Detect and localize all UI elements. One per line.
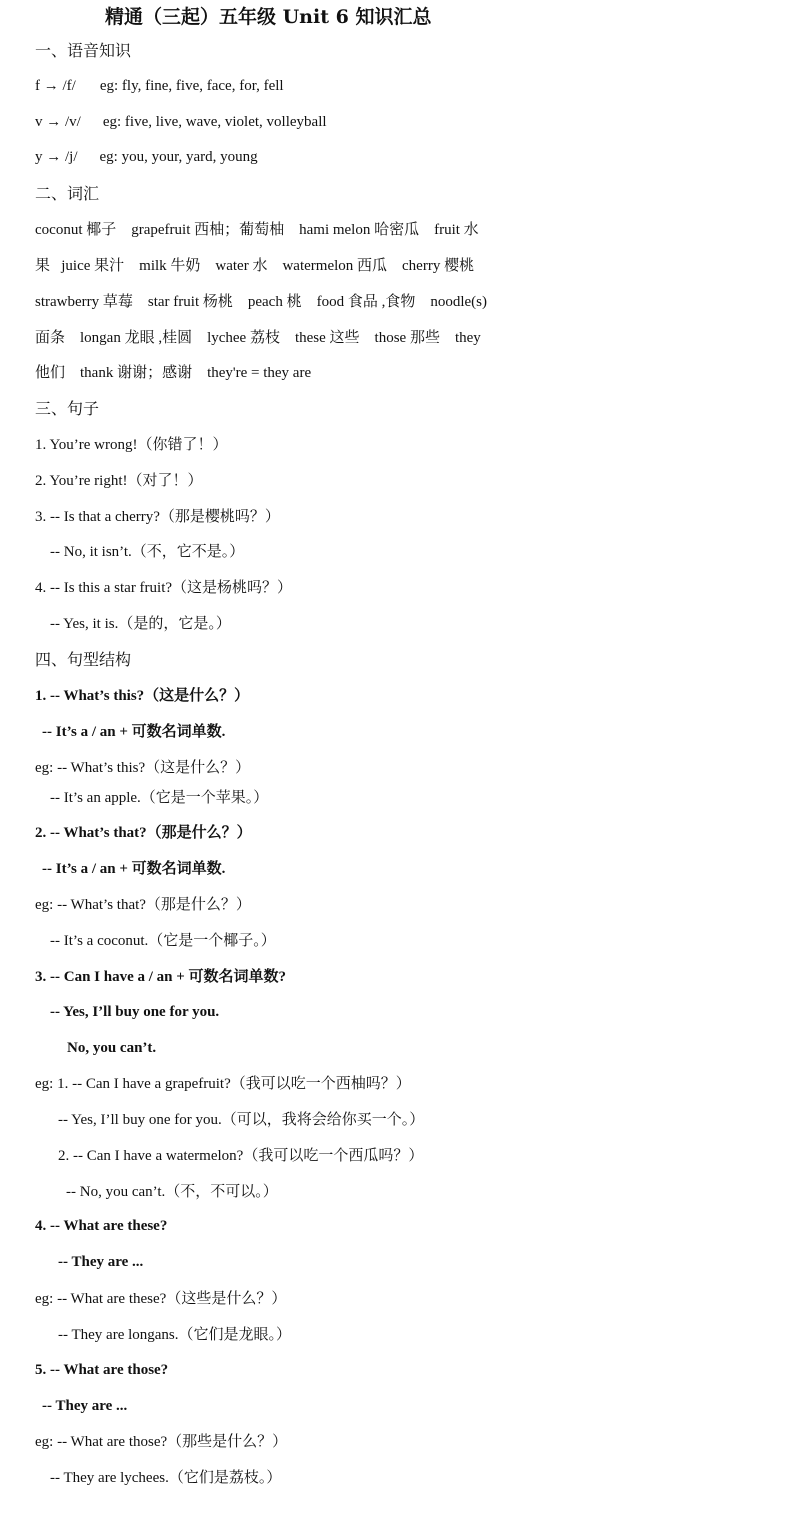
section-heading-sentences: 三、句子: [35, 399, 100, 418]
pattern-line: -- It’s a / an + 可数名词单数.: [42, 861, 226, 877]
page-title: 精通（三起）五年级 Unit 6 知识汇总: [105, 6, 432, 28]
vocab-line: coconut 椰子 grapefruit 西柚；葡萄柚 hami melon 哈密瓜 fruit 水: [35, 222, 479, 238]
pattern-example: -- They are longans.（它们是龙眼。）: [58, 1327, 292, 1343]
sentence-line: 3. -- Is that a cherry?（那是樱桃吗？）: [35, 509, 280, 525]
pattern-example: eg: -- What are these?（这些是什么？）: [35, 1291, 287, 1307]
pattern-line: -- Yes, I’ll buy one for you.: [50, 1004, 220, 1020]
pattern-example: eg: -- What’s that?（那是什么？）: [35, 897, 251, 913]
pattern-line: -- They are ...: [58, 1254, 144, 1270]
pattern-line: 2. -- What’s that?（那是什么？）: [35, 825, 252, 841]
sentence-line: 1. You’re wrong!（你错了！）: [35, 437, 228, 453]
pattern-example: eg: -- What’s this?（这是什么？）: [35, 760, 251, 776]
phonics-examples: eg: five, live, wave, violet, volleyball: [102, 114, 327, 130]
pattern-example: -- They are lychees.（它们是荔枝。）: [50, 1470, 282, 1486]
phonics-row: [35, 112, 327, 132]
pattern-line: 1. -- What’s this?（这是什么？）: [35, 688, 250, 704]
phonics-rule: y → /j/: [35, 149, 78, 165]
pattern-example: -- It’s a coconut.（它是一个椰子。）: [50, 933, 276, 949]
phonics-row: [35, 147, 258, 167]
phonics-rule: v → /v/: [35, 114, 81, 130]
vocab-line: 面条 longan 龙眼 ,桂圆 lychee 荔枝 these 这些 those 那些 they: [35, 330, 481, 346]
pattern-line: No, you can’t.: [67, 1040, 157, 1056]
vocab-line: strawberry 草莓 star fruit 杨桃 peach 桃 food 食品 ,食物 noodle(s): [35, 294, 487, 310]
pattern-line: 5. -- What are those?: [35, 1362, 169, 1378]
pattern-example: eg: 1. -- Can I have a grapefruit?（我可以吃一个西柚吗？）: [35, 1076, 411, 1092]
pattern-line: 4. -- What are these?: [35, 1218, 168, 1234]
phonics-examples: eg: you, your, yard, young: [99, 149, 258, 165]
phonics-row: [35, 76, 284, 96]
section-heading-phonics: 一、语音知识: [35, 41, 132, 60]
pattern-example: -- It’s an apple.（它是一个苹果。）: [50, 790, 269, 806]
section-heading-vocabulary: 二、词汇: [35, 184, 100, 203]
vocab-line: 果 juice 果汁 milk 牛奶 water 水 watermelon 西瓜 cherry 樱桃: [35, 258, 475, 274]
section-heading-patterns: 四、句型结构: [35, 650, 132, 669]
pattern-line: -- They are ...: [42, 1398, 128, 1414]
pattern-example: -- Yes, I’ll buy one for you.（可以，我将会给你买一个。）: [58, 1112, 425, 1128]
pattern-example: 2. -- Can I have a watermelon?（我可以吃一个西瓜吗？）: [58, 1148, 424, 1164]
phonics-examples: eg: fly, fine, five, face, for, fell: [99, 78, 284, 94]
sentence-line: -- Yes, it is.（是的，它是。）: [50, 616, 231, 632]
pattern-line: -- It’s a / an + 可数名词单数.: [42, 724, 226, 740]
pattern-example: -- No, you can’t.（不，不可以。）: [66, 1184, 278, 1200]
pattern-line: 3. -- Can I have a / an + 可数名词单数?: [35, 969, 287, 985]
pattern-example: eg: -- What are those?（那些是什么？）: [35, 1434, 288, 1450]
sentence-line: 4. -- Is this a star fruit?（这是杨桃吗？）: [35, 580, 293, 596]
vocab-line: 他们 thank 谢谢；感谢 they're = they are: [35, 365, 312, 381]
sentence-line: -- No, it isn’t.（不，它不是。）: [50, 544, 245, 560]
sentence-line: 2. You’re right!（对了！）: [35, 473, 203, 489]
phonics-rule: f → /f/: [35, 78, 76, 94]
